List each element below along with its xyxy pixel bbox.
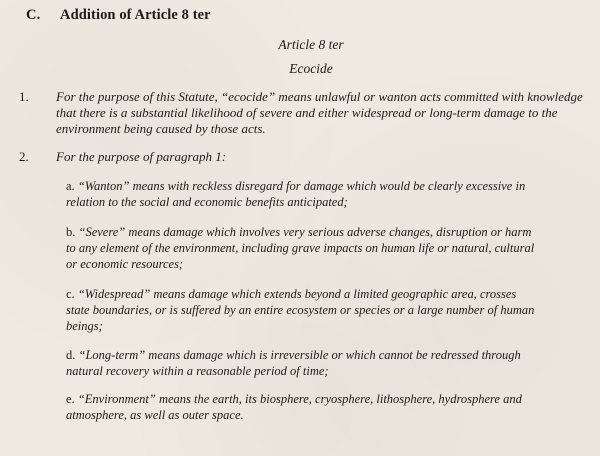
section-title: Addition of Article 8 ter (60, 7, 211, 23)
definition-environment (66, 391, 538, 423)
definition-text: “Wanton” means with reckless disregard for damage which would be clearly excessive in relation to the social and economic benefits anticipated; (66, 179, 526, 209)
definition-text: “Environment” means the earth, its biosphere, cryosphere, lithosphere, hydrosphere and atmosphere, as well as outer space. (66, 392, 522, 422)
definition-text: “Widespread” means damage which extends beyond a limited geographic area, crosses state boundaries, or is suffered by an entire ecosystem or species or a large number of human beings; (66, 287, 535, 333)
definition-widespread (66, 286, 538, 334)
definition-label: c. (66, 287, 75, 301)
paragraph-2 (19, 149, 586, 165)
paragraph-number: 2. (19, 149, 29, 164)
article-title: Article 8 ter (278, 37, 344, 52)
definition-label: d. (66, 348, 76, 362)
paragraph-1 (19, 89, 586, 137)
definition-label: a. (66, 179, 75, 193)
definition-wanton (66, 178, 538, 210)
definition-label: b. (66, 225, 76, 239)
paragraph-text: For the purpose of paragraph 1: (56, 149, 227, 164)
definition-long-term (66, 347, 538, 379)
definition-severe (66, 224, 538, 272)
section-heading (26, 7, 211, 24)
paragraph-number: 1. (19, 89, 29, 104)
definition-text: “Long-term” means damage which is irreversible or which cannot be redressed through natural recovery within a reasonable period of time; (66, 348, 521, 378)
article-subtitle: Ecocide (289, 61, 333, 76)
section-letter: C. (26, 7, 41, 23)
definition-label: e. (66, 392, 75, 406)
paragraph-text: For the purpose of this Statute, “ecocide” means unlawful or wanton acts committed with knowledge that there is a substantial likelihood of severe and either widespread or long-term damage to the environment being caused by those acts. (56, 89, 583, 136)
definition-text: “Severe” means damage which involves very serious adverse changes, disruption or harm to any element of the environment, including grave impacts on human life or natural, cultural or economic resources; (66, 225, 535, 271)
